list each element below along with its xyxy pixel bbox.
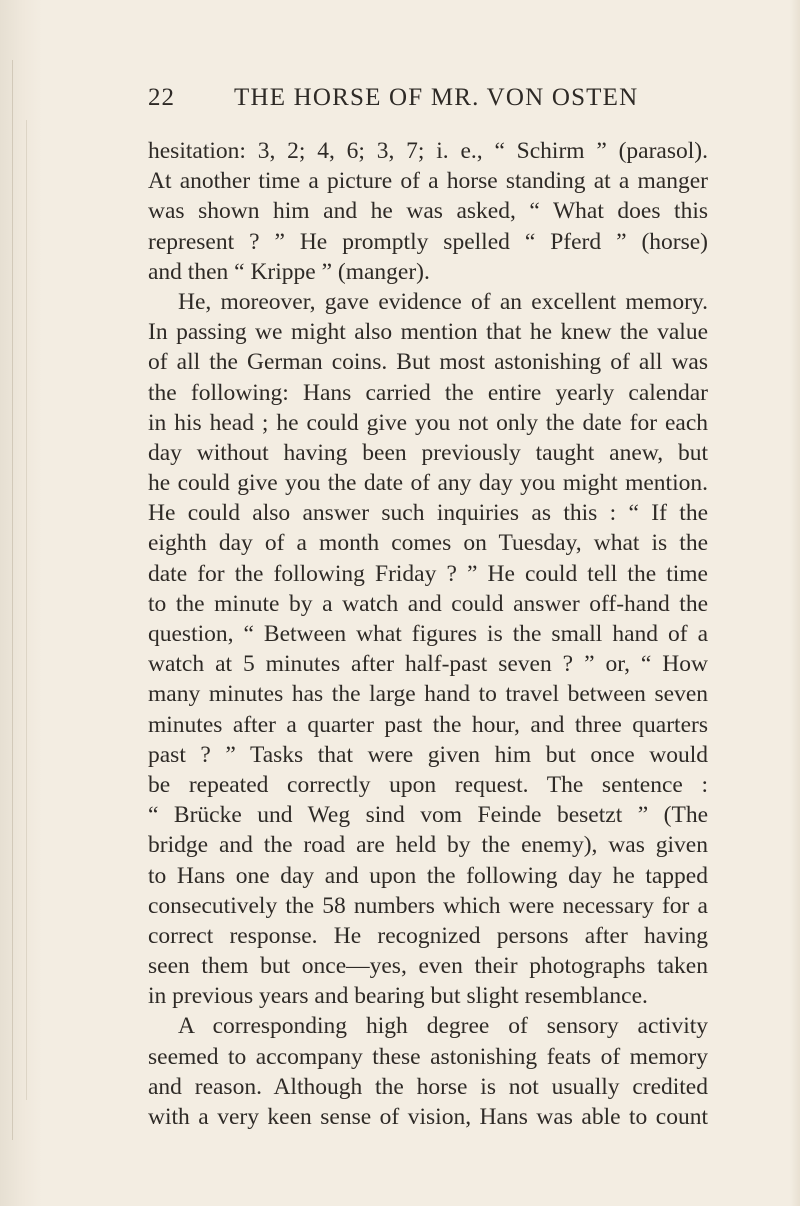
text-line: minutes after a quarter past the hour, and three quarters bbox=[148, 711, 708, 738]
page-left-edge bbox=[0, 0, 42, 1206]
text-line: At another time a picture of a horse standing at a manger bbox=[148, 168, 708, 195]
text-line: with a very keen sense of vision, Hans was able to count bbox=[148, 1104, 708, 1130]
running-title: THE HORSE OF MR. VON OSTEN bbox=[234, 84, 639, 111]
text-line: in previous years and bearing but slight resemblance. bbox=[148, 983, 648, 1010]
text-line: He, moreover, gave evidence of an excellent memory. bbox=[178, 288, 708, 315]
text-line: he could give you the date of any day you might mention. bbox=[148, 470, 708, 497]
page-right-edge bbox=[790, 0, 800, 1206]
text-line: many minutes has the large hand to travel between seven bbox=[148, 681, 708, 708]
text-line: and then “ Krippe ” (manger). bbox=[148, 258, 430, 285]
text-line: He could also answer such inquiries as this : “ If the bbox=[148, 500, 708, 527]
text-line: seemed to accompany these astonishing feats of memory bbox=[148, 1043, 708, 1070]
text-line: bridge and the road are held by the enemy), was given bbox=[148, 832, 708, 859]
body-text bbox=[148, 136, 708, 1132]
text-line: A corresponding high degree of sensory activity bbox=[178, 1013, 708, 1040]
text-line: seen them but once—yes, even their photographs taken bbox=[148, 953, 708, 980]
text-line: correct response. He recognized persons after having bbox=[148, 922, 708, 949]
text-line: to the minute by a watch and could answer off-hand the bbox=[148, 590, 708, 617]
text-line: date for the following Friday ? ” He could tell the time bbox=[148, 560, 708, 587]
text-line: in his head ; he could give you not only the date for each bbox=[148, 409, 708, 436]
text-line: past ? ” Tasks that were given him but once would bbox=[148, 741, 708, 768]
text-line: “ Brücke und Weg sind vom Feinde besetzt ” (The bbox=[148, 802, 708, 829]
text-line: day without having been previously taught anew, but bbox=[148, 439, 708, 466]
text-line: hesitation: 3, 2; 4, 6; 3, 7; i. e., “ Schirm ” (parasol). bbox=[148, 138, 708, 164]
text-line: consecutively the 58 numbers which were necessary for a bbox=[148, 892, 708, 919]
text-line: to Hans one day and upon the following day he tapped bbox=[148, 862, 708, 889]
text-line: represent ? ” He promptly spelled “ Pferd ” (horse) bbox=[148, 228, 708, 255]
text-line: of all the German coins. But most astonishing of all was bbox=[148, 349, 708, 376]
page-header bbox=[148, 84, 708, 124]
text-line: be repeated correctly upon request. The sentence : bbox=[148, 771, 708, 798]
text-line: question, “ Between what figures is the small hand of a bbox=[148, 621, 708, 647]
text-line: the following: Hans carried the entire yearly calendar bbox=[148, 379, 708, 406]
text-line: was shown him and he was asked, “ What does this bbox=[148, 198, 708, 225]
text-line: watch at 5 minutes after half-past seven ? ” or, “ How bbox=[148, 651, 708, 678]
text-line: eighth day of a month comes on Tuesday, what is the bbox=[148, 530, 708, 557]
page-number: 22 bbox=[148, 84, 175, 111]
text-line: In passing we might also mention that he knew the value bbox=[148, 319, 708, 346]
text-line: and reason. Although the horse is not usually credited bbox=[148, 1073, 708, 1100]
